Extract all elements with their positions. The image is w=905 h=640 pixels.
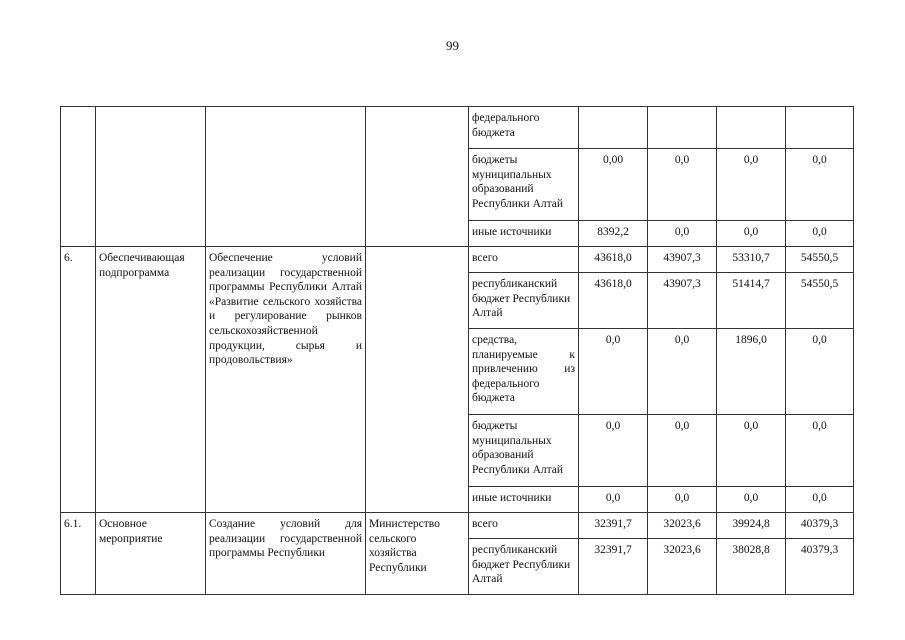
cell-value: 54550,5 — [786, 273, 854, 329]
cell-value — [648, 107, 717, 149]
cell-source: республиканский бюджет Республики Алтай — [469, 273, 579, 329]
cell-value: 0,0 — [786, 149, 854, 221]
cell-value: 40379,3 — [786, 513, 854, 539]
cell-value: 0,0 — [717, 487, 786, 513]
cell-value: 0,0 — [648, 221, 717, 247]
cell-value: 0,0 — [786, 329, 854, 415]
budget-table — [60, 106, 854, 595]
cell-value: 51414,7 — [717, 273, 786, 329]
cell-value: 0,0 — [648, 149, 717, 221]
table-row — [61, 513, 854, 539]
cell-value — [579, 107, 648, 149]
page-number: 99 — [446, 38, 459, 53]
cell-value: 0,0 — [786, 415, 854, 487]
cell-value: 0,0 — [786, 487, 854, 513]
cell-value: 40379,3 — [786, 539, 854, 595]
cell-source: республиканский бюджет Республики Алтай — [469, 539, 579, 595]
cell-value: 0,0 — [648, 329, 717, 415]
cell-source: федерального бюджета — [469, 107, 579, 149]
cell-status — [96, 107, 206, 247]
cell-source: бюджеты муниципальных образований Республики Алтай — [469, 415, 579, 487]
cell-value: 0,0 — [786, 221, 854, 247]
cell-num — [61, 107, 96, 247]
cell-num: 6. — [61, 247, 96, 513]
cell-name: Создание условий для реализации государственной программы Республики — [206, 513, 366, 595]
cell-value — [786, 107, 854, 149]
cell-name — [206, 107, 366, 247]
cell-value: 0,0 — [648, 487, 717, 513]
cell-executor — [366, 247, 469, 513]
cell-num: 6.1. — [61, 513, 96, 595]
cell-name: Обеспечение условий реализации государственной программы Республики Алтай «Развитие сельского хозяйства и регулирование рынков сельскохозяйственной продукции, сырья и продовольствия» — [206, 247, 366, 513]
cell-source: всего — [469, 513, 579, 539]
cell-value: 0,0 — [717, 221, 786, 247]
cell-status: Основное мероприятие — [96, 513, 206, 595]
cell-value: 1896,0 — [717, 329, 786, 415]
cell-source: средства, планируемые к привлечению из федерального бюджета — [469, 329, 579, 415]
cell-source: иные источники — [469, 487, 579, 513]
cell-status: Обеспечивающая подпрограмма — [96, 247, 206, 513]
cell-value: 43618,0 — [579, 273, 648, 329]
cell-value: 0,0 — [579, 329, 648, 415]
cell-value: 32023,6 — [648, 513, 717, 539]
table-row — [61, 107, 854, 149]
cell-value: 0,0 — [579, 487, 648, 513]
cell-source: бюджеты муниципальных образований Республики Алтай — [469, 149, 579, 221]
cell-value: 38028,8 — [717, 539, 786, 595]
cell-value: 43618,0 — [579, 247, 648, 273]
cell-value: 32391,7 — [579, 539, 648, 595]
cell-value: 32391,7 — [579, 513, 648, 539]
cell-value — [717, 107, 786, 149]
cell-value: 43907,3 — [648, 247, 717, 273]
cell-value: 53310,7 — [717, 247, 786, 273]
cell-source: иные источники — [469, 221, 579, 247]
cell-value: 43907,3 — [648, 273, 717, 329]
cell-executor: Министерство сельского хозяйства Республики — [366, 513, 469, 595]
cell-value: 54550,5 — [786, 247, 854, 273]
cell-value: 8392,2 — [579, 221, 648, 247]
cell-value: 0,00 — [579, 149, 648, 221]
cell-value: 0,0 — [717, 149, 786, 221]
cell-value: 32023,6 — [648, 539, 717, 595]
cell-value: 0,0 — [648, 415, 717, 487]
cell-value: 0,0 — [717, 415, 786, 487]
cell-value: 39924,8 — [717, 513, 786, 539]
cell-source: всего — [469, 247, 579, 273]
cell-executor — [366, 107, 469, 247]
table-row — [61, 247, 854, 273]
cell-value: 0,0 — [579, 415, 648, 487]
